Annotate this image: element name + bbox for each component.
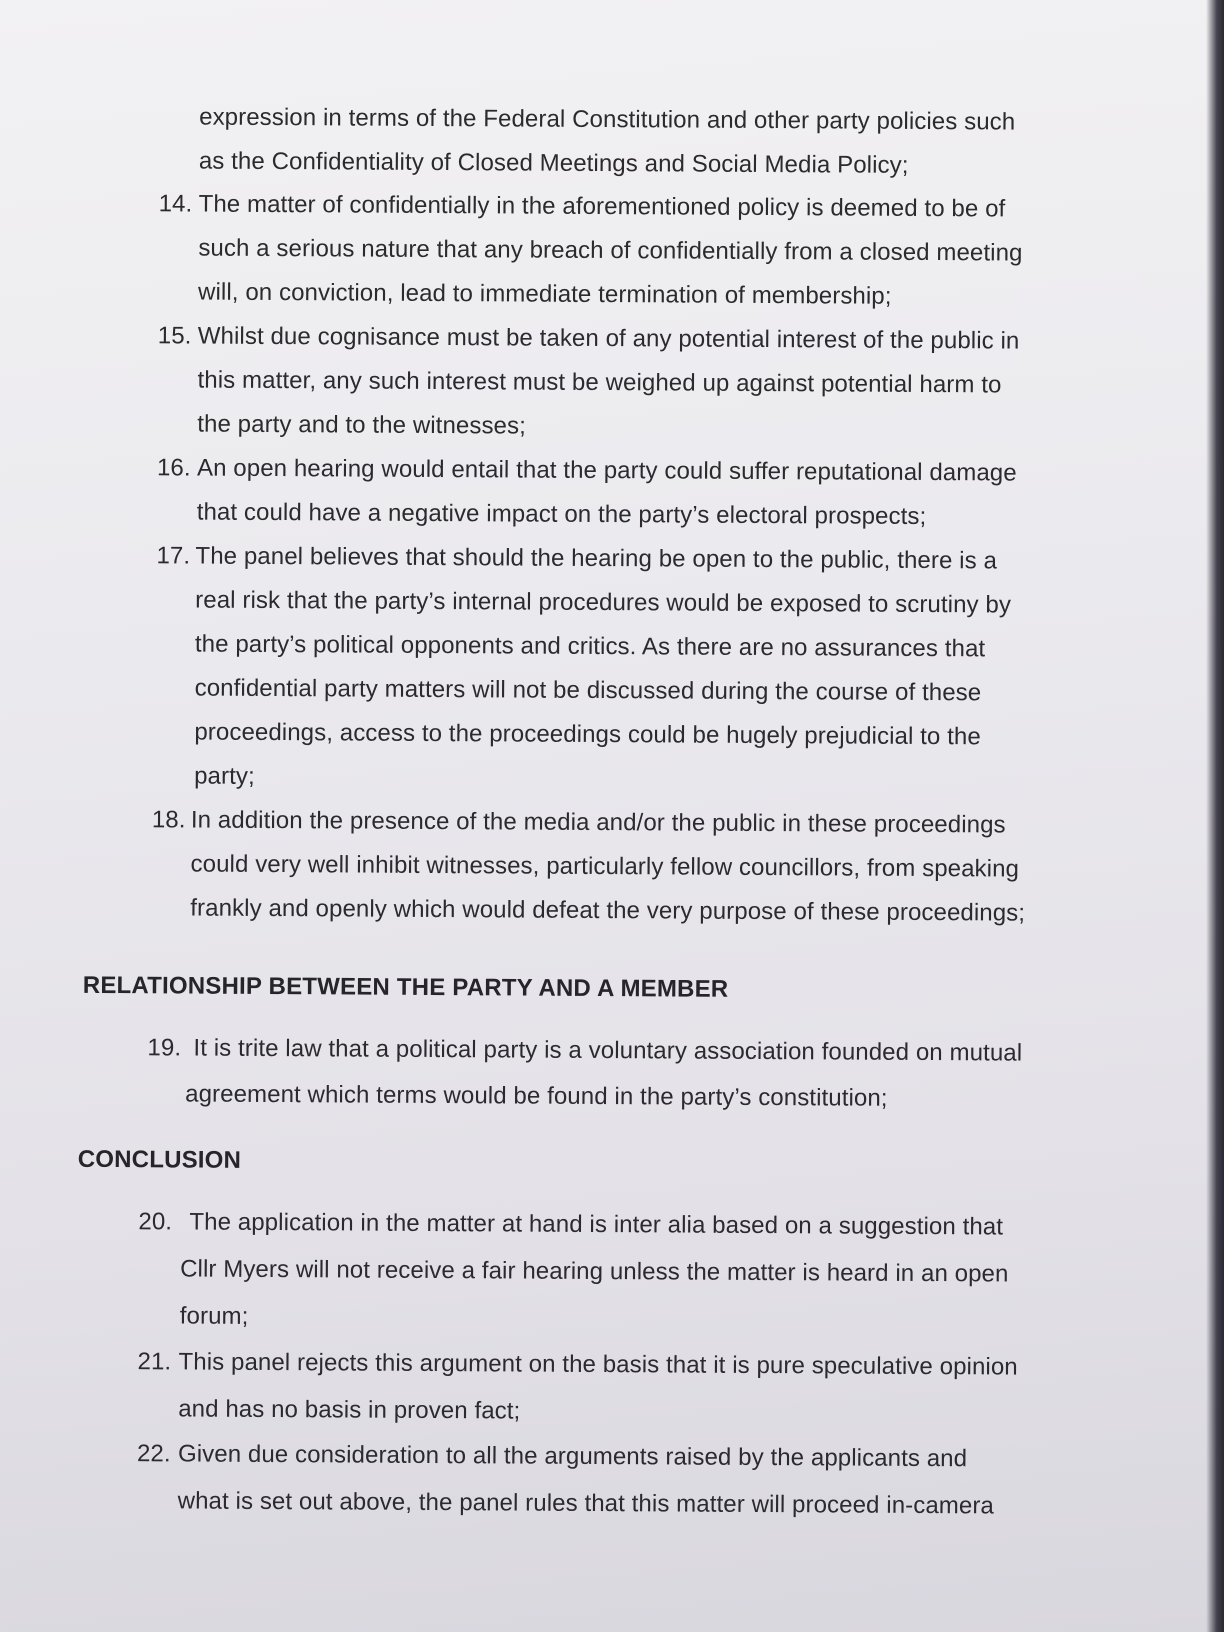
item-line: It is trite law that a political party is a voluntary association founded on mutual (193, 1034, 1023, 1067)
item-number: 14. (158, 190, 193, 218)
item-line: this matter, any such interest must be weighed up against potential harm to (197, 366, 1002, 399)
section-heading-conclusion: CONCLUSION (77, 1145, 242, 1174)
item-line: Given due consideration to all the arguments raised by the applicants and (177, 1440, 968, 1473)
item-number: 17. (156, 542, 191, 570)
item-line: An open hearing would entail that the party could suffer reputational damage (196, 454, 1017, 487)
item-line: This panel rejects this argument on the basis that it is pure speculative opinion (178, 1348, 1018, 1381)
item-line: Cllr Myers will not receive a fair hearing unless the matter is heard in an open (180, 1255, 1009, 1288)
item-number: 19. (147, 1034, 182, 1062)
item-number: 15. (157, 322, 192, 350)
item-line: The panel believes that should the hearing be open to the public, there is a (195, 542, 998, 575)
item-line: proceedings, access to the proceedings could be hugely prejudicial to the (194, 718, 981, 751)
item-line: Whilst due cognisance must be taken of any potential interest of the public in (197, 322, 1020, 355)
item-line: will, on conviction, lead to immediate termination of membership; (198, 278, 892, 310)
lead-in-line-2: as the Confidentiality of Closed Meetings and Social Media Policy; (198, 147, 909, 179)
item-line: confidential party matters will not be discussed during the course of these (194, 674, 982, 707)
item-line: The application in the matter at hand is inter alia based on a suggestion that (189, 1208, 1004, 1241)
item-line: agreement which terms would be found in the party’s constitution; (185, 1080, 888, 1112)
section-heading-relationship: RELATIONSHIP BETWEEN THE PARTY AND A MEMBER (82, 971, 729, 1003)
item-number: 16. (156, 454, 191, 482)
item-line: and has no basis in proven fact; (178, 1395, 521, 1425)
item-number: 20. (138, 1208, 173, 1236)
item-line: that could have a negative impact on the party’s electoral prospects; (196, 498, 927, 530)
item-line: party; (194, 762, 255, 790)
item-line: forum; (179, 1302, 249, 1330)
item-line: such a serious nature that any breach of confidentially from a closed meeting (198, 234, 1023, 267)
item-line: the party and to the witnesses; (197, 410, 526, 440)
item-line: frankly and openly which would defeat the very purpose of these proceedings; (190, 894, 1026, 927)
item-number: 21. (137, 1348, 172, 1376)
item-line: the party’s political opponents and critics. As there are no assurances that (194, 630, 986, 663)
item-number: 18. (151, 806, 186, 834)
item-line: what is set out above, the panel rules that this matter will proceed in-camera (177, 1487, 994, 1520)
lead-in-paragraph (5, 0, 1224, 179)
item-line: The matter of confidentially in the aforementioned policy is deemed to be of (198, 190, 1006, 223)
item-number: 22. (136, 1440, 171, 1468)
lead-in-line-1: expression in terms of the Federal Constitution and other party policies such (199, 103, 1016, 136)
item-line: In addition the presence of the media and/or the public in these proceedings (190, 806, 1006, 839)
item-line: real risk that the party’s internal procedures would be exposed to scrutiny by (195, 586, 1012, 619)
page-edge-shadow (1206, 0, 1224, 1632)
item-line: could very well inhibit witnesses, particularly fellow councillors, from speaking (190, 850, 1020, 883)
